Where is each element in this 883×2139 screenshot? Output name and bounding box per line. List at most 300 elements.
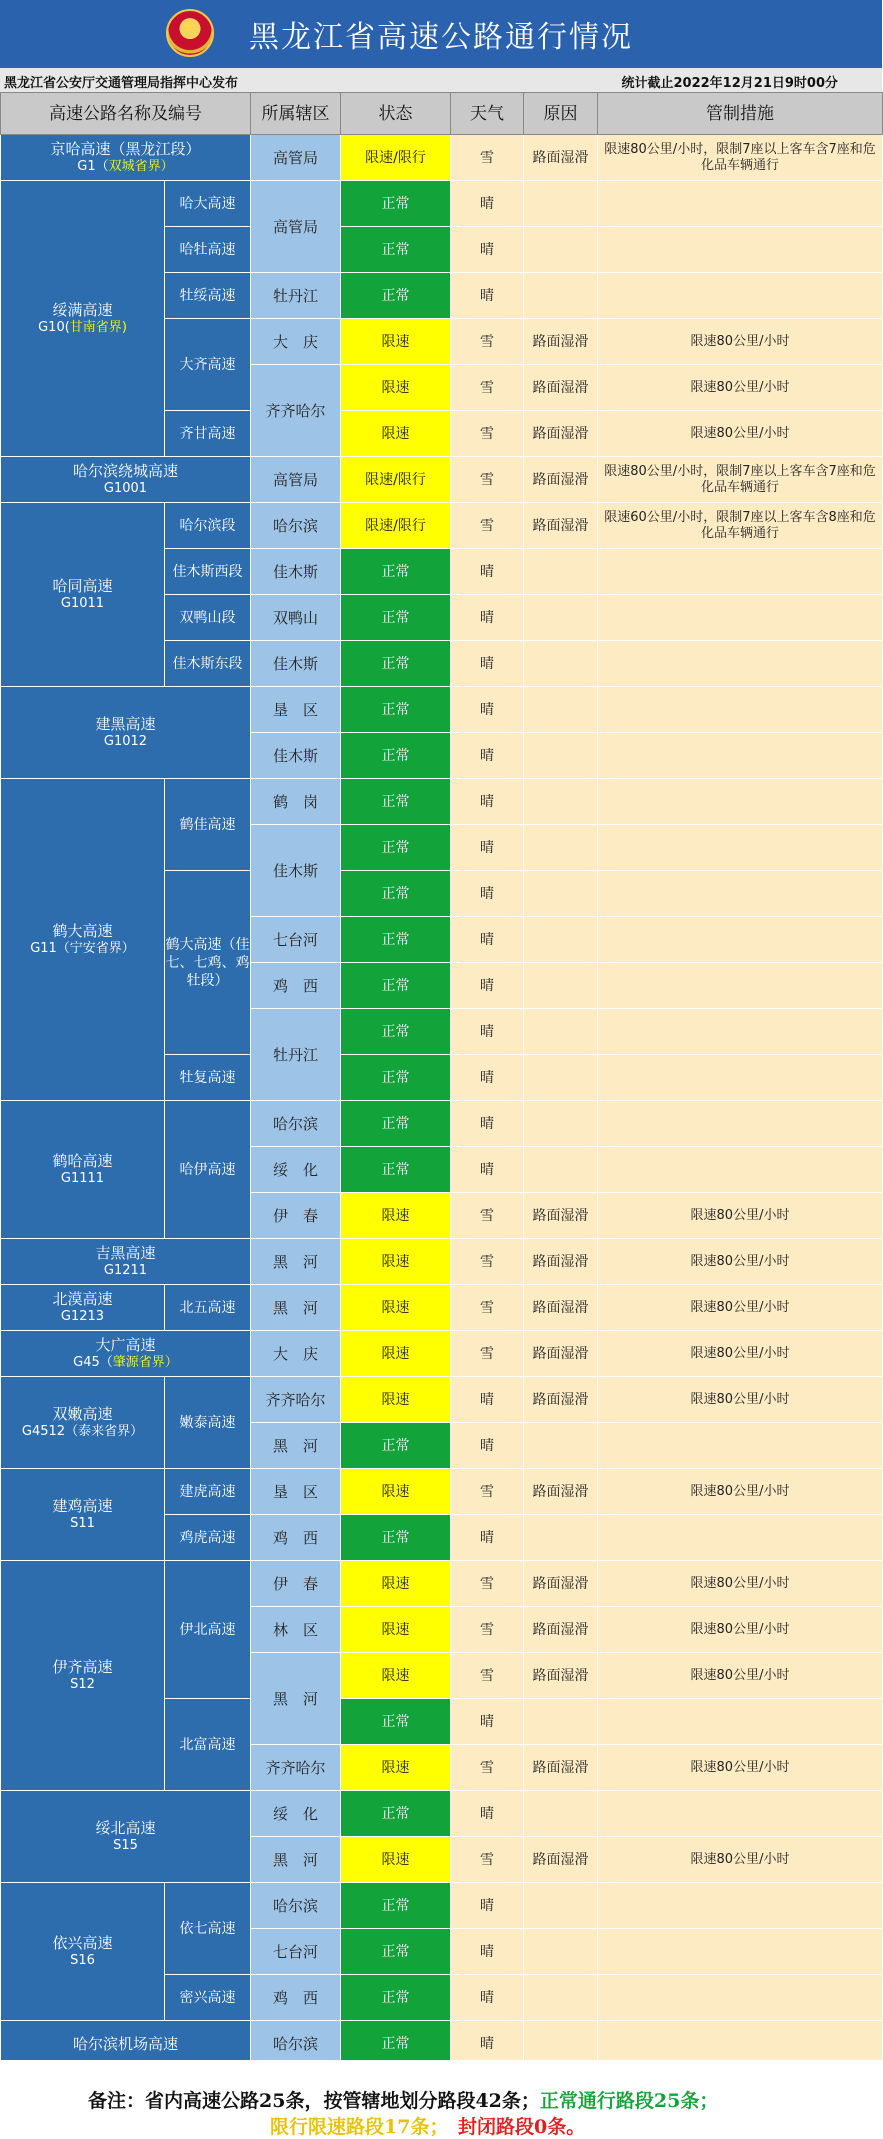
highway-name-cell — [1, 135, 251, 181]
highway-code-text: G1（ — [77, 158, 109, 174]
weather-cell: 雪 — [451, 1653, 524, 1699]
status-cell: 限速 — [341, 1193, 451, 1239]
weather-cell: 雪 — [451, 1193, 524, 1239]
highway-name-cell — [1, 457, 251, 503]
highway-code-text: G1111 — [60, 1170, 105, 1186]
jurisdiction-cell: 鸡 西 — [251, 963, 341, 1009]
jurisdiction-cell: 齐齐哈尔 — [251, 365, 341, 457]
column-header: 状态 — [341, 93, 451, 135]
status-cell: 正常 — [341, 181, 451, 227]
highway-code-text: S15 — [113, 1837, 138, 1853]
column-header: 天气 — [451, 93, 524, 135]
measure-cell: 限速80公里/小时 — [598, 1377, 883, 1423]
highway-name: 北漠高速 — [52, 1289, 113, 1308]
highway-name: 双嫩高速 — [52, 1404, 113, 1423]
status-cell: 限速/限行 — [341, 135, 451, 181]
status-cell: 正常 — [341, 779, 451, 825]
table-row — [1, 1469, 883, 1515]
measure-cell: 限速80公里/小时 — [598, 1469, 883, 1515]
highway-code — [1, 1676, 164, 1694]
weather-cell: 晴 — [451, 779, 524, 825]
highway-name: 建黑高速 — [95, 714, 156, 733]
highway-name: 大广高速 — [95, 1335, 156, 1354]
table-header-row — [1, 93, 883, 135]
measure-cell: 限速80公里/小时，限制7座以上客车含7座和危化品车辆通行 — [598, 135, 883, 181]
highway-code — [1, 480, 250, 498]
highway-name-cell — [1, 503, 165, 687]
highway-name: 哈同高速 — [52, 576, 113, 595]
as-of-text: 统计截止2022年12月21日9时00分 — [621, 76, 838, 91]
status-cell: 限速 — [341, 1469, 451, 1515]
weather-cell: 晴 — [451, 1377, 524, 1423]
jurisdiction-cell: 高管局 — [251, 181, 341, 273]
section-name-cell: 佳木斯东段 — [165, 641, 251, 687]
weather-cell: 晴 — [451, 1423, 524, 1469]
highway-code — [1, 319, 164, 337]
section-name-cell: 北五高速 — [165, 1285, 251, 1331]
section-name-cell: 建虎高速 — [165, 1469, 251, 1515]
section-name-cell: 密兴高速 — [165, 1975, 251, 2021]
measure-cell: 限速80公里/小时 — [598, 1561, 883, 1607]
highway-name-cell — [1, 1791, 251, 1883]
highway-code — [1, 1262, 250, 1280]
measure-cell — [598, 1423, 883, 1469]
status-cell: 限速 — [341, 1653, 451, 1699]
status-cell: 正常 — [341, 1883, 451, 1929]
reason-cell: 路面湿滑 — [524, 1285, 598, 1331]
highway-code — [1, 1952, 164, 1970]
measure-cell: 限速80公里/小时 — [598, 1745, 883, 1791]
measure-cell — [598, 273, 883, 319]
highway-code — [1, 733, 250, 751]
highway-code-text: G11（宁安省界） — [30, 940, 135, 956]
jurisdiction-cell: 鸡 西 — [251, 1515, 341, 1561]
jurisdiction-cell: 垦 区 — [251, 687, 341, 733]
weather-cell: 晴 — [451, 1101, 524, 1147]
title-banner — [0, 0, 882, 68]
status-cell: 限速 — [341, 1239, 451, 1285]
weather-cell: 晴 — [451, 181, 524, 227]
table-row — [1, 687, 883, 733]
table-row — [1, 1101, 883, 1147]
status-cell: 正常 — [341, 227, 451, 273]
footer-note — [0, 2060, 882, 2138]
jurisdiction-cell: 佳木斯 — [251, 733, 341, 779]
status-cell: 正常 — [341, 733, 451, 779]
jurisdiction-cell: 齐齐哈尔 — [251, 1377, 341, 1423]
table-row — [1, 457, 883, 503]
jurisdiction-cell: 牡丹江 — [251, 1009, 341, 1101]
reason-cell: 路面湿滑 — [524, 1377, 598, 1423]
reason-cell — [524, 1975, 598, 2021]
reason-cell — [524, 1009, 598, 1055]
highway-code — [1, 595, 164, 613]
status-cell: 正常 — [341, 2021, 451, 2067]
weather-cell: 晴 — [451, 2021, 524, 2067]
table-row — [1, 1377, 883, 1423]
highway-name-cell — [1, 1331, 251, 1377]
status-cell: 正常 — [341, 1147, 451, 1193]
jurisdiction-cell: 黑 河 — [251, 1239, 341, 1285]
highway-code-highlight: 双城省界 — [108, 158, 161, 174]
measure-cell — [598, 1699, 883, 1745]
status-cell: 正常 — [341, 917, 451, 963]
status-cell: 正常 — [341, 641, 451, 687]
highway-code-text: G4512（泰来省界） — [21, 1423, 144, 1439]
weather-cell: 雪 — [451, 1745, 524, 1791]
highway-name: 建鸡高速 — [52, 1496, 113, 1515]
highway-code — [1, 1423, 164, 1441]
status-cell: 正常 — [341, 1055, 451, 1101]
section-name-cell: 哈牡高速 — [165, 227, 251, 273]
highway-code-text: S16 — [70, 1952, 95, 1968]
footer-limited-count: 限行限速路段17条； — [270, 2116, 439, 2138]
page-title: 黑龙江省高速公路通行情况 — [249, 20, 633, 55]
measure-cell — [598, 1101, 883, 1147]
measure-cell — [598, 549, 883, 595]
highway-code — [1, 1308, 164, 1326]
table-row — [1, 779, 883, 825]
footer-closed-count: 封闭路段0条。 — [457, 2116, 586, 2138]
weather-cell: 雪 — [451, 1607, 524, 1653]
highway-name: 鹤大高速 — [52, 921, 113, 940]
weather-cell: 晴 — [451, 963, 524, 1009]
reason-cell — [524, 1699, 598, 1745]
highway-name-cell — [1, 1377, 165, 1469]
jurisdiction-cell: 伊 春 — [251, 1561, 341, 1607]
status-cell: 正常 — [341, 595, 451, 641]
highway-code — [1, 158, 250, 176]
jurisdiction-cell: 鸡 西 — [251, 1975, 341, 2021]
highway-code-end: ） — [160, 158, 174, 174]
reason-cell — [524, 871, 598, 917]
status-cell: 限速/限行 — [341, 503, 451, 549]
reason-cell: 路面湿滑 — [524, 365, 598, 411]
measure-cell — [598, 1515, 883, 1561]
weather-cell: 晴 — [451, 687, 524, 733]
highway-code — [1, 1354, 250, 1372]
section-name-cell: 齐甘高速 — [165, 411, 251, 457]
table-row — [1, 135, 883, 181]
highway-code-text: G10( — [38, 319, 70, 335]
highway-code-highlight: 甘南省界 — [69, 319, 122, 335]
jurisdiction-cell: 黑 河 — [251, 1653, 341, 1745]
reason-cell: 路面湿滑 — [524, 1561, 598, 1607]
highway-name: 绥北高速 — [95, 1818, 156, 1837]
jurisdiction-cell: 黑 河 — [251, 1423, 341, 1469]
reason-cell: 路面湿滑 — [524, 319, 598, 365]
reason-cell — [524, 917, 598, 963]
reason-cell — [524, 963, 598, 1009]
measure-cell: 限速80公里/小时 — [598, 1837, 883, 1883]
status-cell: 正常 — [341, 1791, 451, 1837]
highway-name: 哈尔滨机场高速 — [72, 2034, 178, 2053]
reason-cell: 路面湿滑 — [524, 1239, 598, 1285]
weather-cell: 晴 — [451, 825, 524, 871]
status-cell: 正常 — [341, 549, 451, 595]
reason-cell: 路面湿滑 — [524, 135, 598, 181]
section-name-cell: 哈伊高速 — [165, 1101, 251, 1239]
traffic-status-table — [0, 92, 883, 2067]
status-cell: 限速 — [341, 1331, 451, 1377]
jurisdiction-cell: 佳木斯 — [251, 641, 341, 687]
status-cell: 限速 — [341, 411, 451, 457]
weather-cell: 晴 — [451, 549, 524, 595]
column-header: 高速公路名称及编号 — [1, 93, 251, 135]
highway-name-cell — [1, 687, 251, 779]
status-cell: 限速 — [341, 1377, 451, 1423]
jurisdiction-cell: 黑 河 — [251, 1285, 341, 1331]
section-name-cell: 鹤佳高速 — [165, 779, 251, 871]
jurisdiction-cell: 双鸭山 — [251, 595, 341, 641]
status-cell: 正常 — [341, 1699, 451, 1745]
status-cell: 限速 — [341, 1285, 451, 1331]
section-name-cell: 佳木斯西段 — [165, 549, 251, 595]
jurisdiction-cell: 齐齐哈尔 — [251, 1745, 341, 1791]
highway-code-highlight: 肇源省界 — [112, 1354, 165, 1370]
reason-cell: 路面湿滑 — [524, 503, 598, 549]
reason-cell: 路面湿滑 — [524, 411, 598, 457]
footer-normal-count: 正常通行路段25条； — [539, 2090, 719, 2112]
highway-code-text: G1001 — [103, 480, 148, 496]
section-name-cell: 伊北高速 — [165, 1561, 251, 1699]
reason-cell — [524, 733, 598, 779]
measure-cell — [598, 181, 883, 227]
weather-cell: 雪 — [451, 411, 524, 457]
highway-name: 依兴高速 — [52, 1933, 113, 1952]
column-header: 所属辖区 — [251, 93, 341, 135]
weather-cell: 晴 — [451, 733, 524, 779]
highway-name-cell — [1, 1285, 165, 1331]
highway-name: 吉黑高速 — [95, 1243, 156, 1262]
table-row — [1, 1331, 883, 1377]
highway-name: 绥满高速 — [52, 300, 113, 319]
weather-cell: 晴 — [451, 273, 524, 319]
measure-cell — [598, 1147, 883, 1193]
highway-name-cell — [1, 1561, 165, 1791]
highway-name: 哈尔滨绕城高速 — [72, 461, 178, 480]
weather-cell: 晴 — [451, 1975, 524, 2021]
reason-cell — [524, 1055, 598, 1101]
section-name-cell: 鸡虎高速 — [165, 1515, 251, 1561]
measure-cell — [598, 227, 883, 273]
highway-code — [1, 1515, 164, 1533]
measure-cell — [598, 1883, 883, 1929]
column-header: 原因 — [524, 93, 598, 135]
highway-name: 鹤哈高速 — [52, 1151, 113, 1170]
weather-cell: 雪 — [451, 1239, 524, 1285]
table-row — [1, 1791, 883, 1837]
measure-cell — [598, 1929, 883, 1975]
police-emblem-icon — [166, 9, 214, 57]
reason-cell — [524, 1515, 598, 1561]
weather-cell: 雪 — [451, 1331, 524, 1377]
highway-code-text: G1012 — [103, 733, 148, 749]
highway-name: 伊齐高速 — [52, 1657, 113, 1676]
section-name-cell: 大齐高速 — [165, 319, 251, 411]
weather-cell: 雪 — [451, 365, 524, 411]
weather-cell: 晴 — [451, 871, 524, 917]
reason-cell — [524, 687, 598, 733]
section-name-cell: 牡复高速 — [165, 1055, 251, 1101]
status-cell: 限速 — [341, 365, 451, 411]
measure-cell: 限速60公里/小时，限制7座以上客车含8座和危化品车辆通行 — [598, 503, 883, 549]
weather-cell: 雪 — [451, 1561, 524, 1607]
jurisdiction-cell: 垦 区 — [251, 1469, 341, 1515]
weather-cell: 晴 — [451, 1883, 524, 1929]
section-name-cell: 依七高速 — [165, 1883, 251, 1975]
table-row — [1, 1561, 883, 1607]
jurisdiction-cell: 七台河 — [251, 1929, 341, 1975]
status-cell: 限速 — [341, 1561, 451, 1607]
jurisdiction-cell: 伊 春 — [251, 1193, 341, 1239]
footer-line-2 — [270, 2112, 585, 2139]
highway-name-cell — [1, 779, 165, 1101]
measure-cell: 限速80公里/小时 — [598, 411, 883, 457]
reason-cell — [524, 1423, 598, 1469]
highway-code-text: S11 — [70, 1515, 95, 1531]
status-cell: 正常 — [341, 1929, 451, 1975]
highway-code-text: G1213 — [60, 1308, 105, 1324]
table-row — [1, 181, 883, 227]
reason-cell: 路面湿滑 — [524, 1837, 598, 1883]
publisher-bar — [0, 68, 882, 92]
measure-cell: 限速80公里/小时 — [598, 1193, 883, 1239]
measure-cell — [598, 825, 883, 871]
reason-cell: 路面湿滑 — [524, 1745, 598, 1791]
weather-cell: 晴 — [451, 595, 524, 641]
table-row — [1, 503, 883, 549]
highway-code-text: G45（ — [73, 1354, 113, 1370]
reason-cell: 路面湿滑 — [524, 1653, 598, 1699]
status-cell: 正常 — [341, 687, 451, 733]
reason-cell — [524, 1929, 598, 1975]
status-cell: 限速 — [341, 1607, 451, 1653]
weather-cell: 晴 — [451, 917, 524, 963]
jurisdiction-cell: 七台河 — [251, 917, 341, 963]
status-cell: 正常 — [341, 963, 451, 1009]
highway-code-end: ) — [121, 319, 127, 335]
jurisdiction-cell: 鹤 岗 — [251, 779, 341, 825]
reason-cell: 路面湿滑 — [524, 1193, 598, 1239]
status-cell: 正常 — [341, 1423, 451, 1469]
weather-cell: 晴 — [451, 1055, 524, 1101]
jurisdiction-cell: 哈尔滨 — [251, 503, 341, 549]
status-cell: 正常 — [341, 871, 451, 917]
footer-line-1 — [88, 2086, 718, 2113]
weather-cell: 晴 — [451, 1791, 524, 1837]
measure-cell — [598, 917, 883, 963]
reason-cell — [524, 273, 598, 319]
jurisdiction-cell: 绥 化 — [251, 1147, 341, 1193]
weather-cell: 雪 — [451, 319, 524, 365]
reason-cell — [524, 1101, 598, 1147]
measure-cell: 限速80公里/小时 — [598, 365, 883, 411]
jurisdiction-cell: 大 庆 — [251, 319, 341, 365]
weather-cell: 雪 — [451, 1469, 524, 1515]
measure-cell: 限速80公里/小时，限制7座以上客车含7座和危化品车辆通行 — [598, 457, 883, 503]
status-cell: 正常 — [341, 1975, 451, 2021]
section-name-cell: 北富高速 — [165, 1699, 251, 1791]
jurisdiction-cell: 哈尔滨 — [251, 1101, 341, 1147]
status-cell: 正常 — [341, 1515, 451, 1561]
weather-cell: 雪 — [451, 135, 524, 181]
reason-cell — [524, 595, 598, 641]
highway-name-cell — [1, 1239, 251, 1285]
measure-cell — [598, 1975, 883, 2021]
reason-cell — [524, 779, 598, 825]
measure-cell: 限速80公里/小时 — [598, 319, 883, 365]
status-cell: 正常 — [341, 825, 451, 871]
jurisdiction-cell: 高管局 — [251, 135, 341, 181]
reason-cell — [524, 1883, 598, 1929]
measure-cell: 限速80公里/小时 — [598, 1285, 883, 1331]
publisher-text: 黑龙江省公安厅交通管理局指挥中心发布 — [4, 76, 239, 91]
jurisdiction-cell: 黑 河 — [251, 1837, 341, 1883]
status-cell: 正常 — [341, 273, 451, 319]
weather-cell: 雪 — [451, 1837, 524, 1883]
status-cell: 限速/限行 — [341, 457, 451, 503]
measure-cell — [598, 687, 883, 733]
highway-code-text: G1011 — [60, 595, 105, 611]
weather-cell: 晴 — [451, 1009, 524, 1055]
jurisdiction-cell: 佳木斯 — [251, 825, 341, 917]
weather-cell: 晴 — [451, 227, 524, 273]
weather-cell: 晴 — [451, 1515, 524, 1561]
measure-cell — [598, 733, 883, 779]
weather-cell: 雪 — [451, 1285, 524, 1331]
weather-cell: 晴 — [451, 1699, 524, 1745]
reason-cell — [524, 825, 598, 871]
reason-cell — [524, 1147, 598, 1193]
measure-cell: 限速80公里/小时 — [598, 1653, 883, 1699]
measure-cell — [598, 1055, 883, 1101]
weather-cell: 雪 — [451, 457, 524, 503]
highway-code-text: G1211 — [103, 1262, 148, 1278]
measure-cell: 限速80公里/小时 — [598, 1331, 883, 1377]
jurisdiction-cell: 哈尔滨 — [251, 2021, 341, 2067]
reason-cell: 路面湿滑 — [524, 1331, 598, 1377]
weather-cell: 雪 — [451, 503, 524, 549]
table-row — [1, 1883, 883, 1929]
weather-cell: 晴 — [451, 641, 524, 687]
highway-name-cell — [1, 1469, 165, 1561]
measure-cell: 限速80公里/小时 — [598, 1607, 883, 1653]
measure-cell — [598, 595, 883, 641]
section-name-cell: 双鸭山段 — [165, 595, 251, 641]
jurisdiction-cell: 高管局 — [251, 457, 341, 503]
weather-cell: 晴 — [451, 1147, 524, 1193]
table-row — [1, 1239, 883, 1285]
status-cell: 正常 — [341, 1009, 451, 1055]
jurisdiction-cell: 大 庆 — [251, 1331, 341, 1377]
status-cell: 正常 — [341, 1101, 451, 1147]
section-name-cell: 嫩泰高速 — [165, 1377, 251, 1469]
jurisdiction-cell: 牡丹江 — [251, 273, 341, 319]
measure-cell — [598, 779, 883, 825]
footer-summary: 备注：省内高速公路25条，按管辖地划分路段42条； — [88, 2090, 540, 2112]
status-cell: 限速 — [341, 1745, 451, 1791]
measure-cell — [598, 871, 883, 917]
highway-code-text: S12 — [70, 1676, 95, 1692]
status-cell: 限速 — [341, 319, 451, 365]
measure-cell: 限速80公里/小时 — [598, 1239, 883, 1285]
jurisdiction-cell: 绥 化 — [251, 1791, 341, 1837]
highway-code — [1, 940, 164, 958]
reason-cell — [524, 549, 598, 595]
jurisdiction-cell: 林 区 — [251, 1607, 341, 1653]
highway-name-cell — [1, 1883, 165, 2021]
